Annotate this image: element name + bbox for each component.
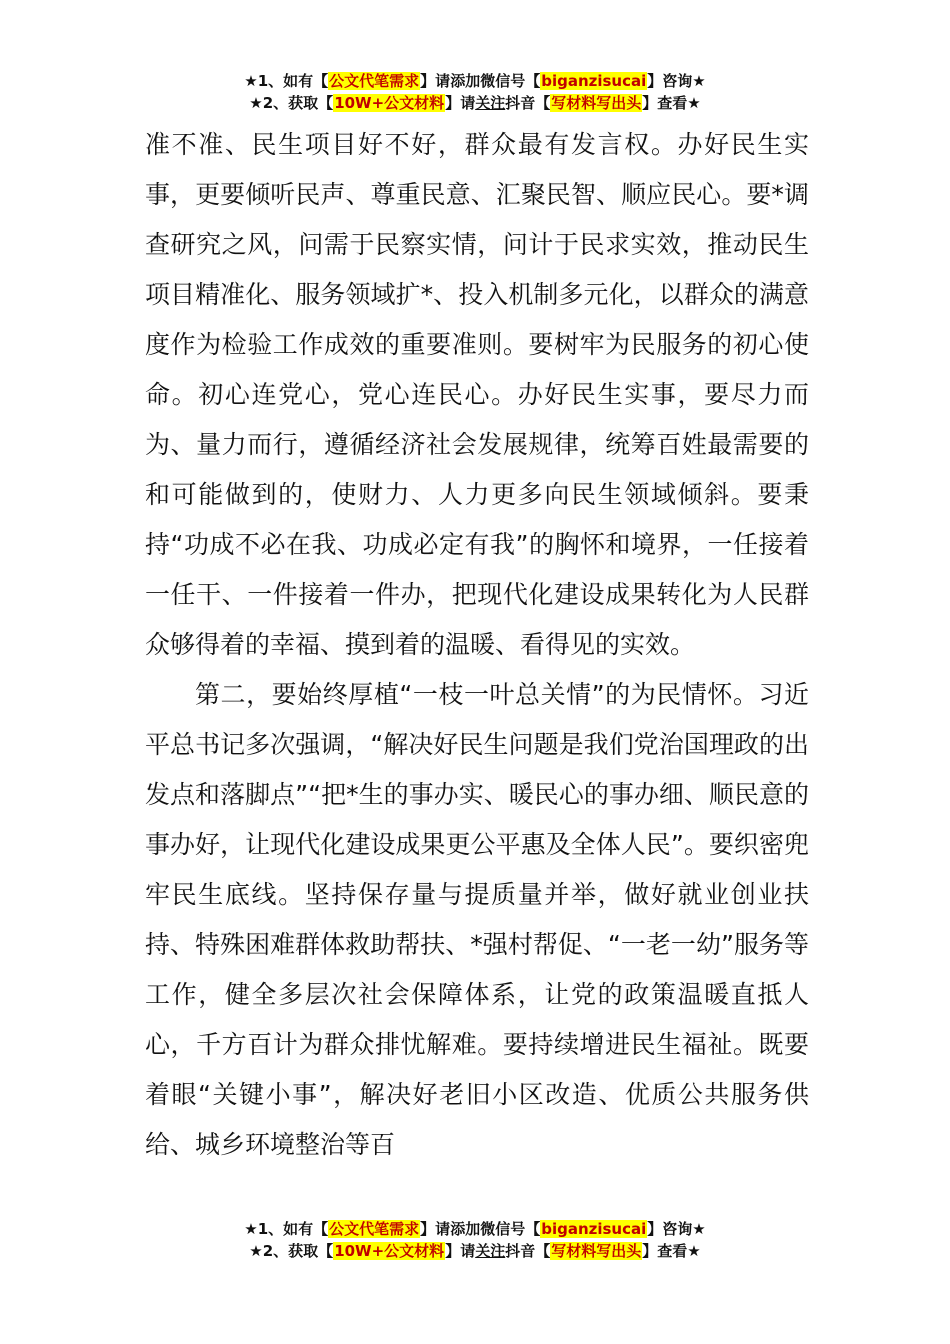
banner-highlight: 10W+公文材料	[334, 94, 445, 112]
banner-line-2	[0, 1240, 950, 1262]
banner-highlight: biganzisucai	[541, 72, 647, 90]
banner-text: 抖音【	[505, 1242, 551, 1260]
document-body	[145, 120, 809, 1170]
banner-highlight: 写材料写出头	[551, 94, 642, 112]
banner-text: 】查看★	[642, 1242, 701, 1260]
banner-text: 】查看★	[642, 94, 701, 112]
banner-text: 】请	[420, 72, 451, 90]
banner-highlight: 公文代笔需求	[329, 72, 420, 90]
banner-text: 微信号【	[480, 1220, 541, 1238]
banner-line-1	[0, 1218, 950, 1240]
banner-text: 】咨询★	[647, 72, 706, 90]
banner-highlight: 10W+公文材料	[334, 1242, 445, 1260]
banner-highlight: 公文代笔需求	[329, 1220, 420, 1238]
banner-text: 】请	[445, 94, 476, 112]
banner-text: ★1、如有【	[244, 1220, 329, 1238]
banner-line-1	[0, 70, 950, 92]
banner-text: 抖音【	[505, 94, 551, 112]
body-paragraph: 准不准、民生项目好不好，群众最有发言权。办好民生实事，更要倾听民声、尊重民意、汇聚民智、顺应民心。要*调查研究之风，问需于民察实情，问计于民求实效，推动民生项目精准化、服务领域扩*、投入机制多元化，以群众的满意度作为检验工作成效的重要准则。要树牢为民服务的初心使命。初心连党心，党心连民心。办好民生实事，要尽力而为、量力而行，遵循经济社会发展规律，统筹百姓最需要的和可能做到的，使财力、人力更多向民生领域倾斜。要秉持“功成不必在我、功成必定有我”的胸怀和境界，一任接着一任干、一件接着一件办，把现代化建设成果转化为人民群众够得着的幸福、摸到着的温暖、看得见的实效。	[145, 130, 809, 659]
banner-line-2	[0, 92, 950, 114]
banner-text: 】咨询★	[647, 1220, 706, 1238]
banner-text: 】请	[420, 1220, 451, 1238]
bottom-banner	[0, 1218, 950, 1262]
banner-text: 】请	[445, 1242, 476, 1260]
banner-highlight: 写材料写出头	[551, 1242, 642, 1260]
banner-emphasis: 关注	[475, 94, 506, 112]
banner-emphasis: 关注	[475, 1242, 506, 1260]
banner-text: ★2、获取【	[249, 94, 334, 112]
banner-emphasis: 添加	[450, 72, 481, 90]
banner-text: 微信号【	[480, 72, 541, 90]
banner-emphasis: 添加	[450, 1220, 481, 1238]
banner-text: ★2、获取【	[249, 1242, 334, 1260]
banner-highlight: biganzisucai	[541, 1220, 647, 1238]
body-paragraph: 第二，要始终厚植“一枝一叶总关情”的为民情怀。习近平总书记多次强调，“解决好民生问题是我们党治国理政的出发点和落脚点”“把*生的事办实、暖民心的事办细、顺民意的事办好，让现代化建设成果更公平惠及全体人民”。要织密兜牢民生底线。坚持保存量与提质量并举，做好就业创业扶持、特殊困难群体救助帮扶、*强村帮促、“一老一幼”服务等工作，健全多层次社会保障体系，让党的政策温暖直抵人心，千方百计为群众排忧解难。要持续增进民生福祉。既要着眼“关键小事”，解决好老旧小区改造、优质公共服务供给、城乡环境整治等百	[145, 680, 809, 1159]
top-banner	[0, 70, 950, 114]
banner-text: ★1、如有【	[244, 72, 329, 90]
